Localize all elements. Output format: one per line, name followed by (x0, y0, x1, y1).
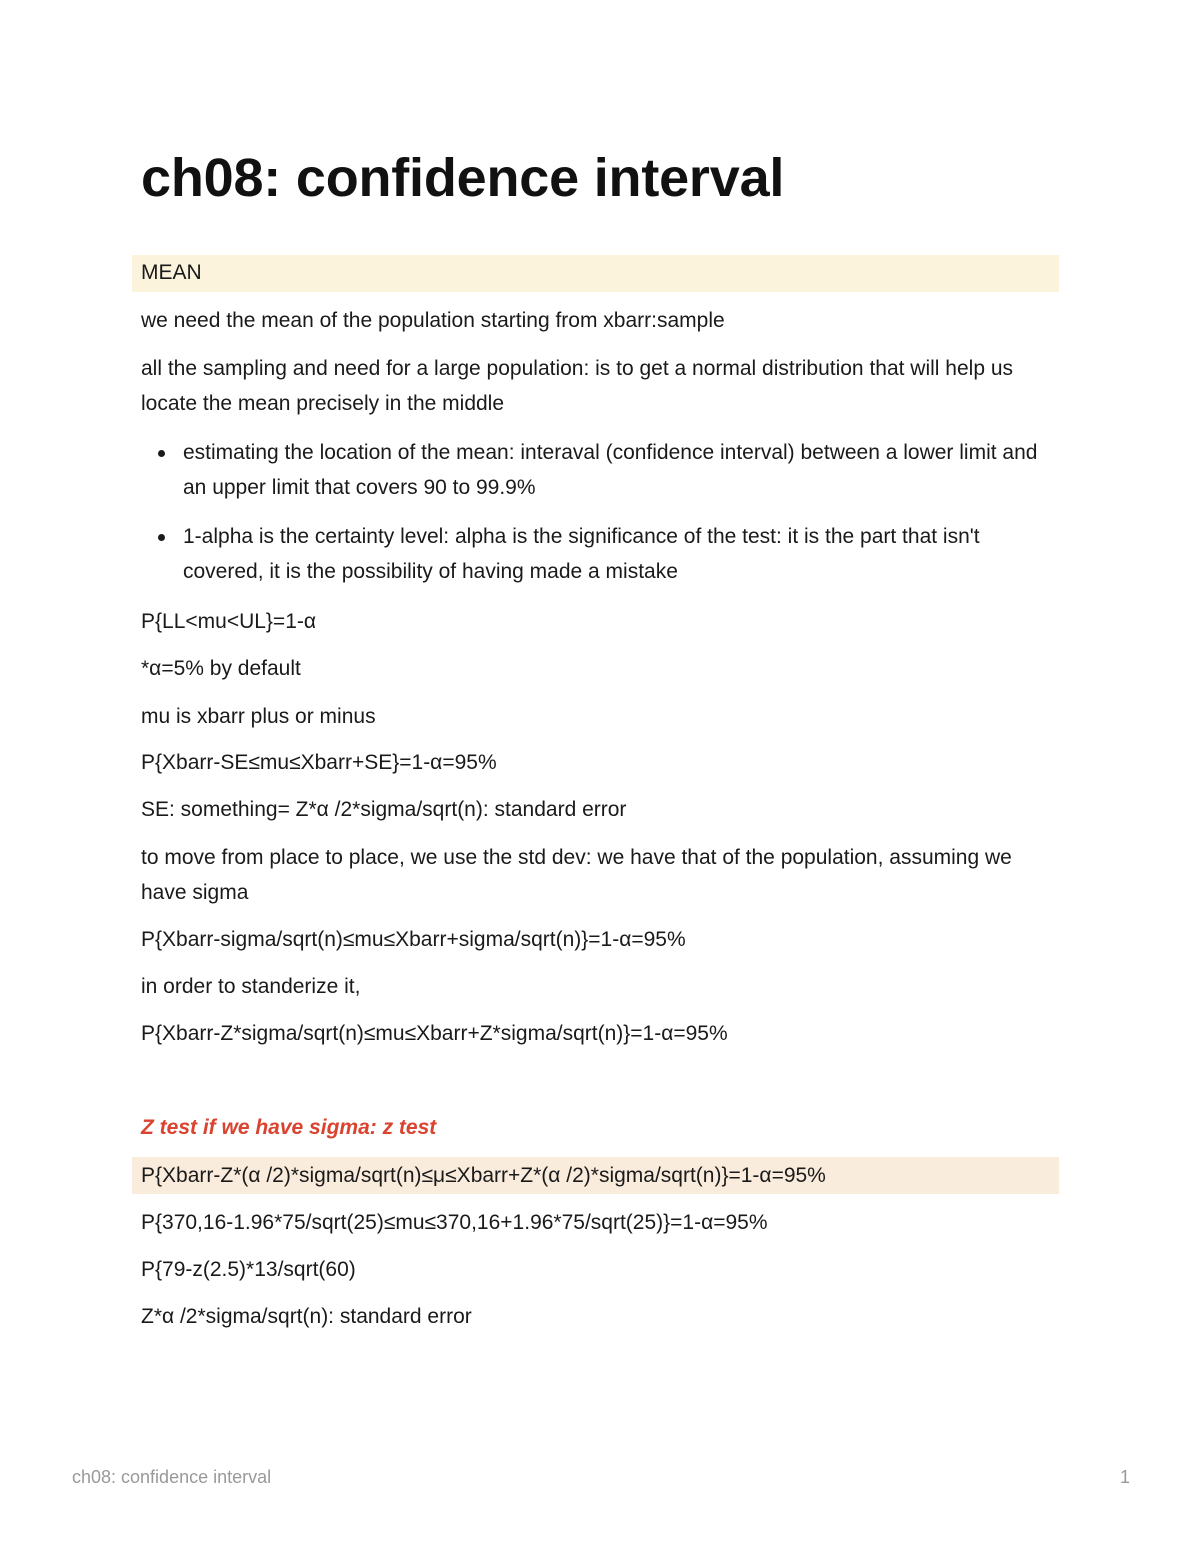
paragraph: in order to standerize it, (141, 975, 361, 998)
footer-title: ch08: confidence interval (72, 1467, 272, 1487)
formula-line: P{Xbarr-Z*sigma/sqrt(n)≤mu≤Xbarr+Z*sigma/sqrt(n)}=1-α=95% (141, 1022, 728, 1045)
formula-line: P{Xbarr-sigma/sqrt(n)≤mu≤Xbarr+sigma/sqrt(n)}=1-α=95% (141, 928, 686, 951)
paragraph: we need the mean of the population starting from xbarr:sample (141, 309, 725, 332)
formula-line: P{Xbarr-SE≤mu≤Xbarr+SE}=1-α=95% (141, 751, 497, 774)
paragraph: to move from place to place, we use the std dev: we have that of the population, assuming we have sigma (141, 846, 1012, 904)
formula-line: P{370,16-1.96*75/sqrt(25)≤mu≤370,16+1.96*75/sqrt(25)}=1-α=95% (141, 1211, 768, 1234)
formula-line: P{LL<mu<UL}=1-α (141, 610, 317, 633)
section-heading-mean: MEAN (141, 261, 202, 284)
z-test-heading: Z test if we have sigma: z test (141, 1116, 437, 1139)
paragraph: Z*α /2*sigma/sqrt(n): standard error (141, 1305, 472, 1328)
paragraph: *α=5% by default (141, 657, 301, 680)
formula-line: P{79-z(2.5)*13/sqrt(60) (141, 1258, 356, 1281)
bullet-icon (158, 534, 165, 541)
paragraph: mu is xbarr plus or minus (141, 705, 376, 728)
list-item: estimating the location of the mean: interaval (confidence interval) between a lower limit and an upper limit that covers 90 to 99.9% (183, 441, 1038, 499)
list-item: 1-alpha is the certainty level: alpha is the significance of the test: it is the part that isn't covered, it is the possibility of having made a mistake (183, 525, 980, 583)
bullet-icon (158, 450, 165, 457)
paragraph: all the sampling and need for a large population: is to get a normal distribution that will help us locate the mean precisely in the middle (141, 357, 1014, 415)
highlighted-formula: P{Xbarr-Z*(α /2)*sigma/sqrt(n)≤μ≤Xbarr+Z*(α /2)*sigma/sqrt(n)}=1-α=95% (141, 1164, 826, 1187)
page-number: 1 (1119, 1467, 1130, 1487)
paragraph: SE: something= Z*α /2*sigma/sqrt(n): standard error (141, 798, 627, 821)
page-title: ch08: confidence interval (141, 148, 785, 208)
